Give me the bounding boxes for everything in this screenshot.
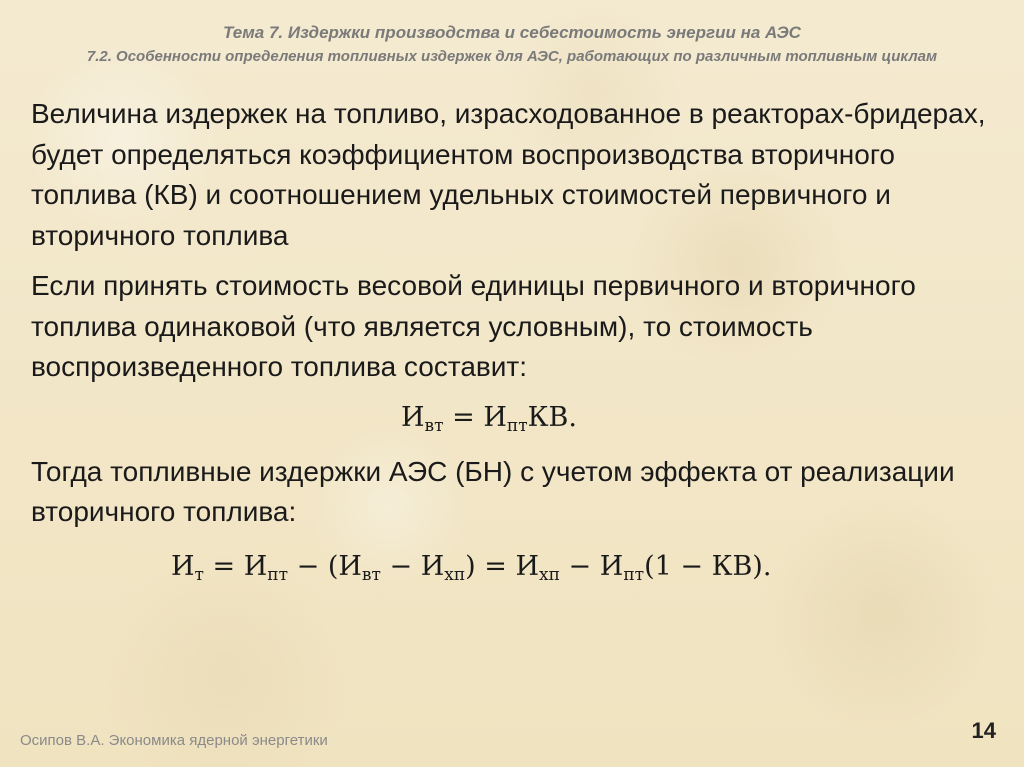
slide-subtopic-title: 7.2. Особенности определения топливных издержек для АЭС, работающих по различным топливным циклам — [86, 48, 938, 65]
formula-operator: = — [443, 401, 484, 433]
formula-symbol: И — [483, 401, 507, 433]
formula-total-fuel-costs — [171, 547, 1006, 595]
formula-secondary-fuel-cost — [401, 398, 1006, 446]
formula-operator: − — [380, 550, 421, 582]
formula-operator: − ( — [288, 550, 339, 582]
formula-symbol: И — [515, 550, 540, 582]
paragraph-fuel-costs-breeder: Величина издержек на топливо, израсходованное в реакторах-бридерах, будет определяться коэффициентом воспроизводства вторичного топлива (КВ) и соотношением удельных стоимостей первичного и вторичного топлива — [31, 98, 986, 251]
paragraph-fuel-costs-with-effect: Тогда топливные издержки АЭС (БН) с учетом эффекта от реализации вторичного топлива: — [31, 455, 955, 527]
formula-subscript: хп — [539, 564, 560, 585]
slide-topic-title: Тема 7. Издержки производства и себестоимость энергии на АЭС — [223, 23, 801, 42]
formula-operator: ) = — [465, 550, 516, 582]
formula-term: КВ. — [527, 401, 577, 433]
formula-subscript: пт — [623, 564, 645, 585]
slide-header — [0, 22, 1024, 68]
formula-symbol: И — [338, 550, 362, 582]
formula-subscript: пт — [267, 564, 289, 585]
formula-subscript: вт — [361, 564, 381, 585]
formula-term: (1 − КВ). — [644, 550, 772, 582]
formula-subscript: хп — [444, 564, 466, 585]
paragraph-equal-cost-assumption: Если принять стоимость весовой единицы первичного и вторичного топлива одинаковой (что является условным), то стоимость воспроизведенного топлива составит: — [31, 270, 916, 382]
formula-symbol: И — [171, 550, 195, 582]
formula-symbol: И — [599, 550, 624, 582]
formula-operator: = — [203, 550, 244, 582]
formula-subscript: пт — [506, 415, 528, 436]
slide-page-number: 14 — [971, 718, 996, 743]
footer-author-course: Осипов В.А. Экономика ядерной энергетики — [20, 732, 328, 749]
formula-subscript: т — [194, 564, 204, 585]
formula-symbol: И — [243, 550, 268, 582]
formula-operator: − — [559, 550, 600, 582]
formula-symbol: И — [401, 401, 425, 433]
formula-subscript: вт — [424, 415, 444, 436]
formula-symbol: И — [420, 550, 445, 582]
slide-content — [31, 94, 1006, 595]
